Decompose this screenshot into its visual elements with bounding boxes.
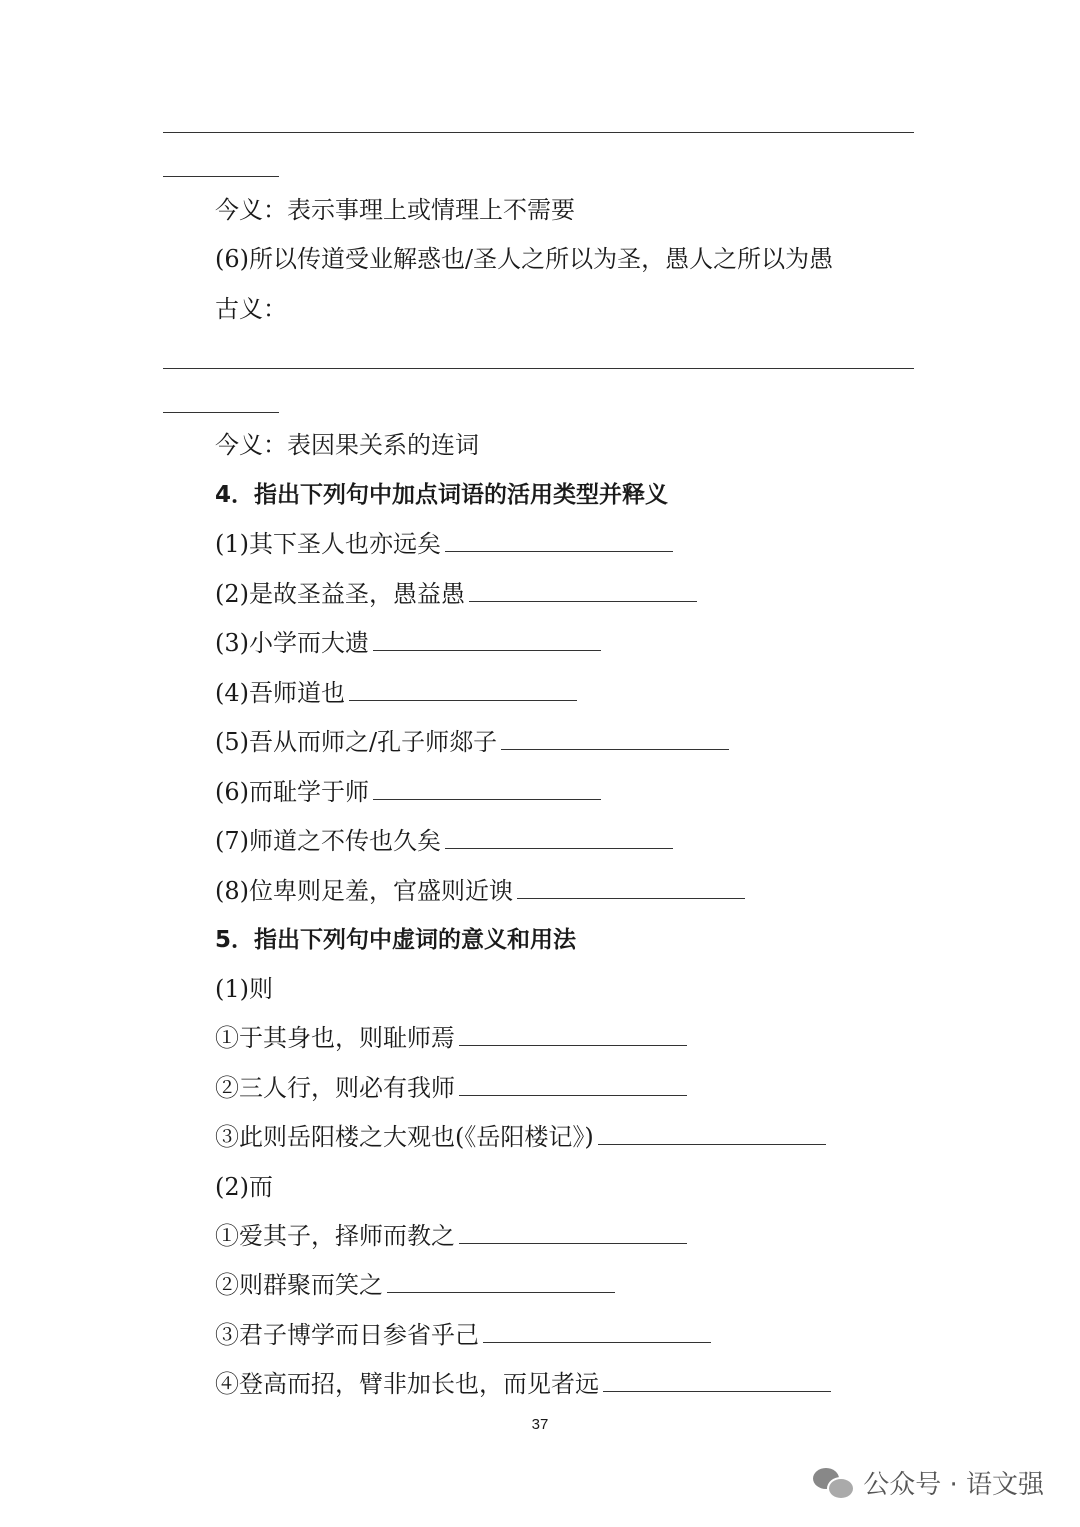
sub-heading: (1)则 xyxy=(215,975,273,1003)
question-item xyxy=(215,1315,711,1355)
answer-blank[interactable] xyxy=(603,1365,831,1392)
answer-blank[interactable] xyxy=(459,1069,687,1096)
page-number: 37 xyxy=(531,1416,549,1433)
wechat-icon xyxy=(813,1466,853,1498)
item-text: (5)吾从而师之/孔子师郯子 xyxy=(215,728,498,756)
answer-line-short[interactable] xyxy=(163,412,279,413)
question-item xyxy=(215,1265,615,1305)
question-item xyxy=(215,524,673,564)
question-item xyxy=(215,821,673,861)
item-text: ②则群聚而笑之 xyxy=(215,1271,383,1299)
question-item xyxy=(215,1018,687,1058)
item-text: (4)吾师道也 xyxy=(215,679,345,707)
item-text: ②三人行，则必有我师 xyxy=(215,1074,455,1102)
answer-blank[interactable] xyxy=(445,525,673,552)
text-line: 今义：表因果关系的连词 xyxy=(215,431,479,459)
answer-blank[interactable] xyxy=(445,822,673,849)
answer-blank[interactable] xyxy=(469,575,697,602)
question-item xyxy=(215,673,577,713)
question-item xyxy=(215,623,601,663)
answer-line[interactable] xyxy=(163,368,914,369)
item-text: ①于其身也，则耻师焉 xyxy=(215,1024,455,1052)
answer-blank[interactable] xyxy=(373,624,601,651)
question-item xyxy=(215,1068,687,1108)
answer-blank[interactable] xyxy=(459,1217,687,1244)
answer-blank[interactable] xyxy=(501,723,729,750)
answer-line[interactable] xyxy=(163,132,914,133)
question-heading: 5．指出下列句中虚词的意义和用法 xyxy=(215,927,577,953)
sub-heading: (2)而 xyxy=(215,1173,273,1201)
answer-blank[interactable] xyxy=(459,1019,687,1046)
item-text: (1)其下圣人也亦远矣 xyxy=(215,530,441,558)
question-item xyxy=(215,1216,687,1256)
answer-blank[interactable] xyxy=(349,674,577,701)
item-text: (8)位卑则足羞，官盛则近谀 xyxy=(215,877,513,905)
watermark-text: 公众号 · 语文强 xyxy=(863,1469,1044,1500)
item-text: ③此则岳阳楼之大观也(《岳阳楼记》) xyxy=(215,1123,594,1151)
text-line: 今义：表示事理上或情理上不需要 xyxy=(215,196,575,224)
item-text: (3)小学而大遗 xyxy=(215,629,369,657)
question-item xyxy=(215,574,697,614)
question-item xyxy=(215,722,729,762)
item-text: ③君子博学而日参省乎己 xyxy=(215,1321,479,1349)
answer-blank[interactable] xyxy=(387,1266,615,1293)
question-item xyxy=(215,1364,831,1404)
item-text: ④登高而招，臂非加长也，而见者远 xyxy=(215,1370,599,1398)
watermark xyxy=(813,1460,1044,1504)
text-line: 古义： xyxy=(215,295,287,323)
question-item xyxy=(215,772,601,812)
answer-blank[interactable] xyxy=(373,773,601,800)
answer-line-short[interactable] xyxy=(163,176,279,177)
item-text: (6)而耻学于师 xyxy=(215,778,369,806)
question-item xyxy=(215,1117,826,1157)
text-line: (6)所以传道受业解惑也/圣人之所以为圣，愚人之所以为愚 xyxy=(215,245,834,273)
item-text: (2)是故圣益圣，愚益愚 xyxy=(215,580,465,608)
item-text: (7)师道之不传也久矣 xyxy=(215,827,441,855)
question-item xyxy=(215,871,745,911)
item-text: ①爱其子，择师而教之 xyxy=(215,1222,455,1250)
question-heading: 4．指出下列句中加点词语的活用类型并释义 xyxy=(215,482,669,508)
answer-blank[interactable] xyxy=(517,872,745,899)
answer-blank[interactable] xyxy=(483,1316,711,1343)
answer-blank[interactable] xyxy=(598,1118,826,1145)
